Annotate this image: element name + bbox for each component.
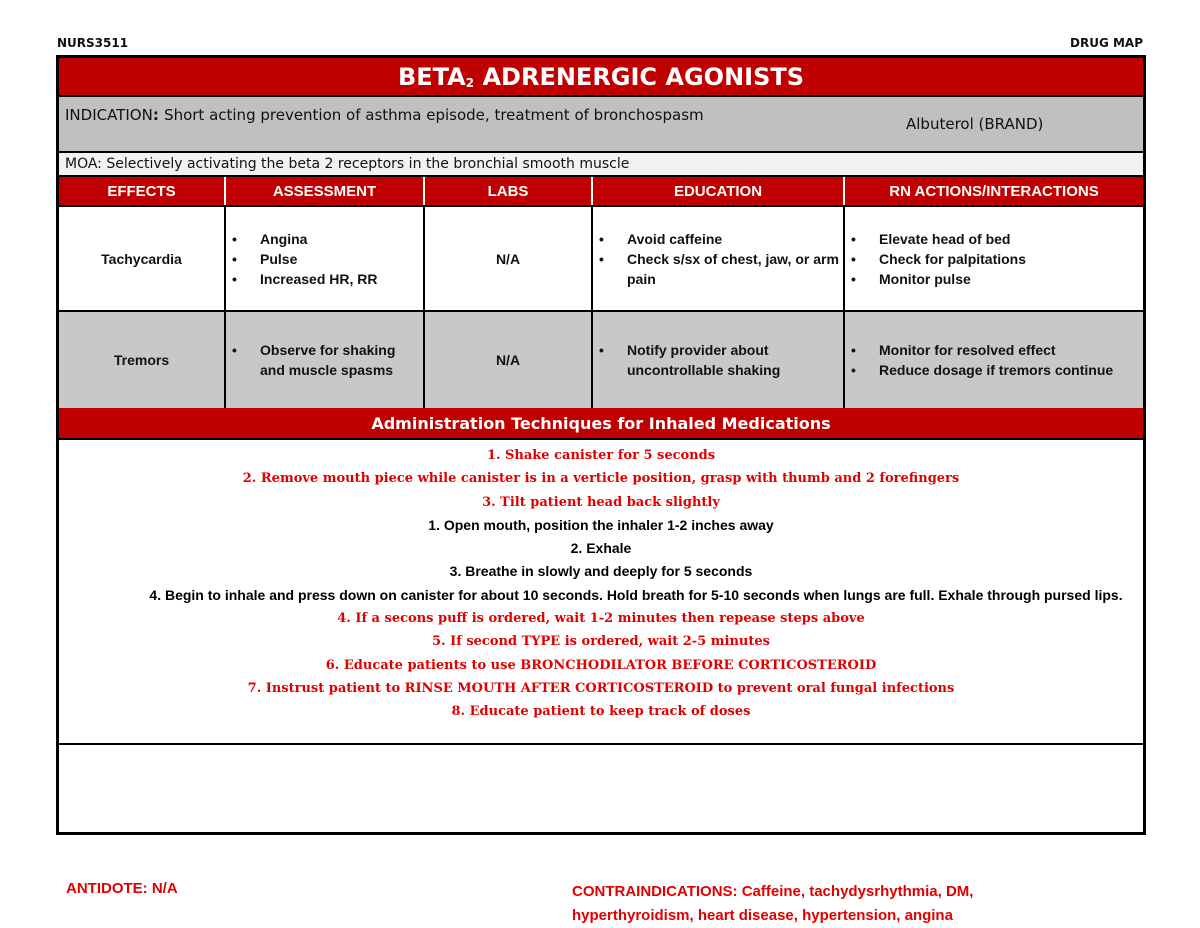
- col-header-rn-actions: RN ACTIONS/INTERACTIONS: [844, 177, 1143, 206]
- title-main: BETA: [397, 63, 466, 91]
- effects-table: [59, 177, 1143, 410]
- administration-steps: [59, 440, 1143, 745]
- admin-step: 2. Remove mouth piece while canister is in a verticle position, grasp with thumb and 2 forefingers: [242, 471, 960, 487]
- list-item: • Monitor for resolved effect: [879, 340, 1143, 360]
- admin-step: 4. Begin to inhale and press down on canister for about 10 seconds. Hold breath for 5-10 seconds when lungs are full. Exhale through pursed lips.: [149, 586, 1123, 603]
- assessment-cell: [225, 311, 424, 409]
- table-row: [59, 311, 1143, 409]
- rn-actions-cell: [844, 206, 1143, 311]
- admin-step: 2. Exhale: [570, 540, 632, 557]
- labs-cell: N/A: [424, 206, 592, 311]
- admin-step: 8. Educate patient to keep track of doses: [451, 704, 751, 720]
- col-header-assessment: ASSESSMENT: [225, 177, 424, 206]
- antidote-text: ANTIDOTE: N/A: [66, 880, 178, 897]
- moa-row: MOA: Selectively activating the beta 2 receptors in the bronchial smooth muscle: [59, 153, 1143, 177]
- table-header-row: [59, 177, 1143, 206]
- admin-step: 7. Instrust patient to RINSE MOUTH AFTER CORTICOSTEROID to prevent oral fungal infections: [247, 680, 955, 696]
- drug-map: [56, 55, 1146, 835]
- list-item: • Elevate head of bed: [879, 229, 1143, 249]
- list-item: • Check s/sx of chest, jaw, or arm pain: [627, 249, 843, 289]
- admin-step: 1. Open mouth, position the inhaler 1-2 inches away: [428, 516, 774, 533]
- effect-cell: Tachycardia: [59, 206, 225, 311]
- page-title: [59, 58, 1143, 97]
- col-header-labs: LABS: [424, 177, 592, 206]
- admin-step: 4. If a secons puff is ordered, wait 1-2 minutes then repease steps above: [337, 611, 865, 627]
- notes-area: [59, 745, 1143, 832]
- course-code: NURS3511: [57, 36, 129, 50]
- list-item: • Observe for shaking and muscle spasms: [260, 340, 423, 380]
- admin-step: 6. Educate patients to use BRONCHODILATOR BEFORE CORTICOSTEROID: [325, 657, 877, 673]
- education-cell: [592, 311, 844, 409]
- effect-cell: Tremors: [59, 311, 225, 409]
- indication-value: Short acting prevention of asthma episode, treatment of bronchospasm: [164, 106, 704, 124]
- admin-step: 3. Tilt patient head back slightly: [482, 494, 720, 510]
- contraindications-text: CONTRAINDICATIONS: Caffeine, tachydysrhythmia, DM, hyperthyroidism, heart disease, hypertension, angina: [572, 883, 974, 924]
- col-header-effects: EFFECTS: [59, 177, 225, 206]
- assessment-cell: [225, 206, 424, 311]
- education-cell: [592, 206, 844, 311]
- list-item: • Pulse: [260, 249, 423, 269]
- administration-title: Administration Techniques for Inhaled Medications: [59, 408, 1143, 440]
- list-item: • Angina: [260, 229, 423, 249]
- list-item: • Monitor pulse: [879, 269, 1143, 289]
- list-item: • Increased HR, RR: [260, 269, 423, 289]
- list-item: • Check for palpitations: [879, 249, 1143, 269]
- labs-cell: N/A: [424, 311, 592, 409]
- indication-row: [59, 97, 1143, 153]
- doc-type-label: DRUG MAP: [1070, 36, 1143, 50]
- list-item: • Avoid caffeine: [627, 229, 843, 249]
- indication-label: INDICATION: [65, 106, 153, 124]
- table-row: [59, 206, 1143, 311]
- rn-actions-cell: [844, 311, 1143, 409]
- admin-step: 1. Shake canister for 5 seconds: [486, 448, 716, 463]
- title-subscript: 2: [465, 76, 475, 90]
- list-item: • Notify provider about uncontrollable shaking: [627, 340, 843, 380]
- admin-step: 5. If second TYPE is ordered, wait 2-5 minutes: [432, 634, 770, 650]
- col-header-education: EDUCATION: [592, 177, 844, 206]
- admin-step: 3. Breathe in slowly and deeply for 5 seconds: [449, 563, 753, 580]
- title-rest: ADRENERGIC AGONISTS: [474, 63, 805, 91]
- brand-name: Albuterol (BRAND): [906, 115, 1044, 133]
- list-item: • Reduce dosage if tremors continue: [879, 360, 1143, 380]
- indication-text: INDICATION: Short acting prevention of asthma episode, treatment of bronchospasm: [65, 106, 704, 124]
